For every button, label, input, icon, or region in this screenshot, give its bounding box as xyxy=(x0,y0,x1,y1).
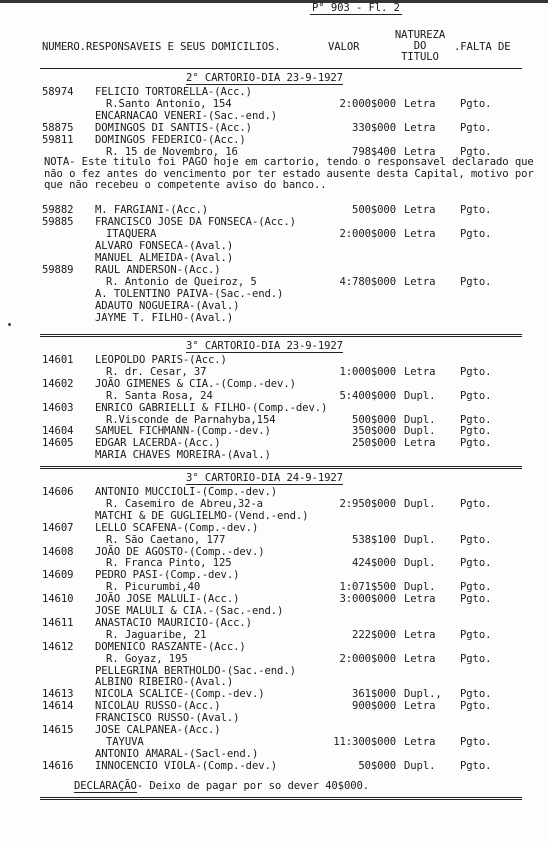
entry-falta: Pgto. xyxy=(460,497,492,510)
entry-name: ANTONIO MUCCIOLI-(Comp.-dev.) xyxy=(95,486,278,498)
entry-natureza: Dupl. xyxy=(404,389,436,402)
entry-line xyxy=(0,216,548,228)
entry-line xyxy=(0,437,548,449)
entry-line xyxy=(0,593,548,605)
entry-falta: Pgto. xyxy=(460,425,492,438)
entry-falta: Pgto. xyxy=(460,204,492,217)
entry-address: R. Santa Rosa, 24 xyxy=(106,389,213,402)
section-title xyxy=(186,340,343,352)
entry-address: ITAQUERA xyxy=(106,228,157,241)
entry-name: JOSE CALPANEA-(Acc.) xyxy=(95,724,221,736)
entry-natureza: Letra xyxy=(404,593,436,606)
entry-line xyxy=(0,534,548,546)
note-paragraph: NOTA- Este titulo foi PAGO hoje em cartorio, tendo o responsavel declarado que não o fez antes do vencimento por ter estado ausente desta Capital, motivo por que não recebeu o competente aviso do banco.. xyxy=(44,156,534,192)
entry-address: R. 15 de Novembro, 16 xyxy=(106,145,238,158)
entry-number: 58974 xyxy=(42,86,74,98)
entry-address: R.Santo Antonio, 154 xyxy=(106,97,232,110)
entry-line xyxy=(0,605,548,617)
entry-natureza: Dupl. xyxy=(404,425,436,438)
entry-value: 2:000$000 xyxy=(339,97,396,110)
entry-number: 59885 xyxy=(42,216,74,229)
header-valor: VALOR xyxy=(328,41,360,53)
entry-line xyxy=(0,204,548,216)
entry-falta: Pgto. xyxy=(460,365,492,378)
entry-natureza: Dupl. xyxy=(404,413,436,426)
entry-natureza: Dupl. xyxy=(404,533,436,546)
entry-name: JOSE MALULI & CIA.-(Sac.-end.) xyxy=(95,605,284,617)
entry-value: 900$000 xyxy=(352,700,396,713)
entry-falta: Pgto. xyxy=(460,700,492,713)
entry-address: R.Visconde de Parnahyba,154 xyxy=(106,413,276,426)
entry-name: MANUEL ALMEIDA-(Aval.) xyxy=(95,252,234,264)
entry-falta: Pgto. xyxy=(460,593,492,606)
entry-name: FRANCISCO RUSSO-(Aval.) xyxy=(95,712,240,725)
entry-name: PEDRO PASI-(Comp.-dev.) xyxy=(95,569,240,582)
entry-falta: Pgto. xyxy=(460,145,492,158)
entry-number: 14602 xyxy=(42,377,74,390)
entry-natureza: Letra xyxy=(404,204,436,217)
entry-value: 538$100 xyxy=(352,533,396,546)
entry-value: 424$000 xyxy=(352,557,396,570)
entry-line xyxy=(0,312,548,324)
entry-number: 14611 xyxy=(42,616,74,629)
entry-line xyxy=(0,240,548,252)
entry-line xyxy=(0,390,548,402)
entry-line xyxy=(0,402,548,414)
entry-address: R. Casemiro de Abreu,32-a xyxy=(106,497,263,510)
entry-value: 2:950$000 xyxy=(339,497,396,510)
entry-line xyxy=(0,228,548,240)
entry-natureza: Letra xyxy=(404,121,436,134)
entry-line xyxy=(0,449,548,461)
entry-line xyxy=(0,288,548,300)
entry-number: 14615 xyxy=(42,724,74,736)
entry-value: 222$000 xyxy=(352,628,396,641)
entry-address: R. São Caetano, 177 xyxy=(106,533,226,546)
entry-name: ENRICO GABRIELLI & FILHO-(Comp.-dev.) xyxy=(95,401,328,414)
entry-name: ENCARNACAO VENERI-(Sac.-end.) xyxy=(95,109,278,122)
entry-line xyxy=(0,665,548,677)
entry-value: 500$000 xyxy=(352,204,396,217)
entry-value: 5:400$000 xyxy=(339,389,396,402)
entry-number: 14605 xyxy=(42,437,74,450)
entry-line xyxy=(0,557,548,569)
entry-name: LELLO SCAFENA-(Comp.-dev.) xyxy=(95,521,259,534)
entry-line xyxy=(0,676,548,688)
entry-natureza: Letra xyxy=(404,97,436,110)
entry-falta: Pgto. xyxy=(460,735,492,748)
entry-name: M. FARGIANI-(Acc.) xyxy=(95,204,209,217)
entry-line xyxy=(0,617,548,629)
entry-line xyxy=(0,736,548,748)
entry-name: DOMENICO RASZANTE-(Acc.) xyxy=(95,640,246,653)
entry-line xyxy=(0,581,548,593)
entry-natureza: Letra xyxy=(404,365,436,378)
entry-line xyxy=(0,366,548,378)
entry-falta: Pgto. xyxy=(460,759,492,772)
entry-name: A. TOLENTINO PAIVA-(Sac.-end.) xyxy=(95,287,284,300)
entry-number: 14607 xyxy=(42,521,74,534)
entry-line xyxy=(0,122,548,134)
entry-name: EDGAR LACERDA-(Acc.) xyxy=(95,437,221,450)
footer-rule xyxy=(40,797,522,800)
entry-name: NICOLAU RUSSO-(Acc.) xyxy=(95,700,221,713)
entry-falta: Pgto. xyxy=(460,581,492,594)
entry-address: R. Picurumbi,40 xyxy=(106,581,201,594)
entry-number: 58875 xyxy=(42,121,74,134)
entry-name: MARIA CHAVES MOREIRA-(Aval.) xyxy=(95,449,271,462)
entry-name: PELLEGRINA BERTHOLDO-(Sac.-end.) xyxy=(95,664,296,677)
entry-number: 14612 xyxy=(42,640,74,653)
entry-value: 1:000$000 xyxy=(339,365,396,378)
entry-line xyxy=(0,569,548,581)
entry-value: 50$000 xyxy=(358,759,396,772)
entry-name: SAMUEL FICHMANN-(Comp.-dev.) xyxy=(95,425,271,438)
entry-number: 14604 xyxy=(42,425,74,438)
entry-falta: Pgto. xyxy=(460,688,492,701)
entry-number: 14606 xyxy=(42,486,74,498)
entry-natureza: Dupl. xyxy=(404,759,436,772)
entry-line xyxy=(0,264,548,276)
entry-falta: Pgto. xyxy=(460,389,492,402)
entry-falta: Pgto. xyxy=(460,533,492,546)
entry-line xyxy=(0,641,548,653)
entry-line xyxy=(0,688,548,700)
entry-falta: Pgto. xyxy=(460,97,492,110)
entry-line xyxy=(0,629,548,641)
entry-falta: Pgto. xyxy=(460,628,492,641)
entry-number: 14601 xyxy=(42,354,74,366)
footer-declaration xyxy=(74,780,369,792)
entry-falta: Pgto. xyxy=(460,275,492,288)
entry-address: R. dr. Cesar, 37 xyxy=(106,365,207,378)
entry-line xyxy=(0,252,548,264)
entry-natureza: Letra xyxy=(404,700,436,713)
entry-natureza: Letra xyxy=(404,275,436,288)
entry-address: R. Jaguaribe, 21 xyxy=(106,628,207,641)
entry-address: R. Franca Pinto, 125 xyxy=(106,557,232,570)
entry-number: 14609 xyxy=(42,569,74,582)
entry-falta: Pgto. xyxy=(460,228,492,241)
entry-line xyxy=(0,546,548,558)
entry-value: 350$000 xyxy=(352,425,396,438)
entry-number: 59889 xyxy=(42,263,74,276)
entry-name: ANASTACIO MAURICIO-(Acc.) xyxy=(95,616,252,629)
entry-value: 11:300$000 xyxy=(333,735,396,748)
entry-name: JOÃO GIMENES & CIA.-(Comp.-dev.) xyxy=(95,377,296,390)
entry-name: FELICIO TORTORELLA-(Acc.) xyxy=(95,86,252,98)
entry-value: 361$000 xyxy=(352,688,396,701)
entry-name: ANTONIO AMARAL-(Sacl-end.) xyxy=(95,747,259,760)
entry-natureza: Letra xyxy=(404,145,436,158)
section-title-text: 3° CARTORIO-DIA 23-9-1927 xyxy=(186,340,343,352)
entry-line xyxy=(0,724,548,736)
entry-falta: Pgto. xyxy=(460,652,492,665)
entry-natureza: Dupl., xyxy=(404,688,442,701)
entry-name: ALBINO RIBEIRO-(Aval.) xyxy=(95,676,234,689)
entry-line xyxy=(0,276,548,288)
entry-value: 250$000 xyxy=(352,437,396,450)
entry-line xyxy=(0,354,548,366)
entry-value: 2:000$000 xyxy=(339,652,396,665)
header-natureza: NATUREZA DO TITULO xyxy=(394,29,446,63)
entry-natureza: Letra xyxy=(404,652,436,665)
entry-name: DOMINGOS DI SANTIS-(Acc.) xyxy=(95,121,252,134)
entry-name: JOÃO DE AGOSTO-(Comp.-dev.) xyxy=(95,545,265,558)
entry-number: 14614 xyxy=(42,700,74,713)
entry-name: RAUL ANDERSON-(Acc.) xyxy=(95,263,221,276)
entry-line xyxy=(0,300,548,312)
entry-falta: Pgto. xyxy=(460,121,492,134)
top-edge-rule xyxy=(0,0,548,13)
entry-number: 14603 xyxy=(42,401,74,414)
entry-falta: Pgto. xyxy=(460,557,492,570)
entry-line xyxy=(0,748,548,760)
section-title xyxy=(186,472,343,484)
entry-value: 330$000 xyxy=(352,121,396,134)
entry-natureza: Dupl. xyxy=(404,497,436,510)
section-divider xyxy=(40,466,522,469)
entry-natureza: Dupl. xyxy=(404,581,436,594)
column-header xyxy=(42,30,542,66)
entry-line xyxy=(0,486,548,498)
entry-line xyxy=(0,522,548,534)
entry-number: 59811 xyxy=(42,133,74,146)
entry-name: INNOCENCIO VIOLA-(Comp.-dev.) xyxy=(95,759,278,772)
entry-line xyxy=(0,86,548,98)
entry-line xyxy=(0,510,548,522)
entry-line xyxy=(0,498,548,510)
entry-line xyxy=(0,98,548,110)
entry-line xyxy=(0,110,548,122)
entry-value: 3:000$000 xyxy=(339,593,396,606)
entry-name: LEOPOLDO PARIS-(Acc.) xyxy=(95,354,227,366)
entry-number: 14608 xyxy=(42,545,74,558)
entry-falta: Pgto. xyxy=(460,413,492,426)
entry-name: NICOLA SCALICE-(Comp.-dev.) xyxy=(95,688,265,701)
entry-address: R. Goyaz, 195 xyxy=(106,652,188,665)
entry-line xyxy=(0,700,548,712)
header-rule xyxy=(40,68,522,69)
entry-natureza: Dupl. xyxy=(404,557,436,570)
entry-number: 14616 xyxy=(42,759,74,772)
entry-natureza: Letra xyxy=(404,437,436,450)
entry-address: TAYUVA xyxy=(106,735,144,748)
entry-value: 2:000$000 xyxy=(339,228,396,241)
entry-value: 798$400 xyxy=(352,145,396,158)
entry-name: JOÃO JOSE MALULI-(Acc.) xyxy=(95,593,240,606)
entry-name: MATCHI & DE GUGLIELMO-(Vend.-end.) xyxy=(95,509,309,522)
entry-falta: Pgto. xyxy=(460,437,492,450)
entry-name: DOMINGOS FEDERICO-(Acc.) xyxy=(95,133,246,146)
footer-text: - Deixo de pagar por so dever 40$000. xyxy=(136,780,370,792)
entry-name: ADAUTO NOGUEIRA-(Aval.) xyxy=(95,299,240,312)
entry-value: 500$000 xyxy=(352,413,396,426)
footer-label: DECLARAÇÃO xyxy=(74,780,137,792)
section-title-text: 2° CARTORIO-DIA 23-9-1927 xyxy=(186,72,343,84)
header-falta: .FALTA DE xyxy=(454,41,511,53)
entry-line xyxy=(0,134,548,146)
entry-line xyxy=(0,712,548,724)
entry-name: FRANCISCO JOSE DA FONSECA-(Acc.) xyxy=(95,216,296,229)
section-divider xyxy=(40,334,522,337)
entry-line xyxy=(0,378,548,390)
entry-natureza: Letra xyxy=(404,628,436,641)
entry-line xyxy=(0,414,548,426)
entry-number: 59882 xyxy=(42,204,74,217)
entry-natureza: Letra xyxy=(404,228,436,241)
entry-value: 4:780$000 xyxy=(339,275,396,288)
header-numero: NUMERO.RESPONSAVEIS E SEUS DOMICILIOS. xyxy=(42,41,281,53)
entry-number: 14613 xyxy=(42,688,74,701)
entry-name: ALVARO FONSECA-(Aval.) xyxy=(95,240,234,253)
section-title-text: 3° CARTORIO-DIA 24-9-1927 xyxy=(186,472,343,484)
page-reference: P° 903 - Fl. 2 xyxy=(312,2,400,14)
entry-line xyxy=(0,653,548,665)
entry-line xyxy=(0,425,548,437)
entry-address: R. Antonio de Queiroz, 5 xyxy=(106,275,257,288)
entry-name: JAYME T. FILHO-(Aval.) xyxy=(95,311,234,324)
entry-natureza: Letra xyxy=(404,735,436,748)
margin-mark xyxy=(8,323,11,326)
section-title xyxy=(186,72,343,84)
entry-line xyxy=(0,760,548,772)
entry-number: 14610 xyxy=(42,593,74,606)
entry-value: 1:071$500 xyxy=(339,581,396,594)
